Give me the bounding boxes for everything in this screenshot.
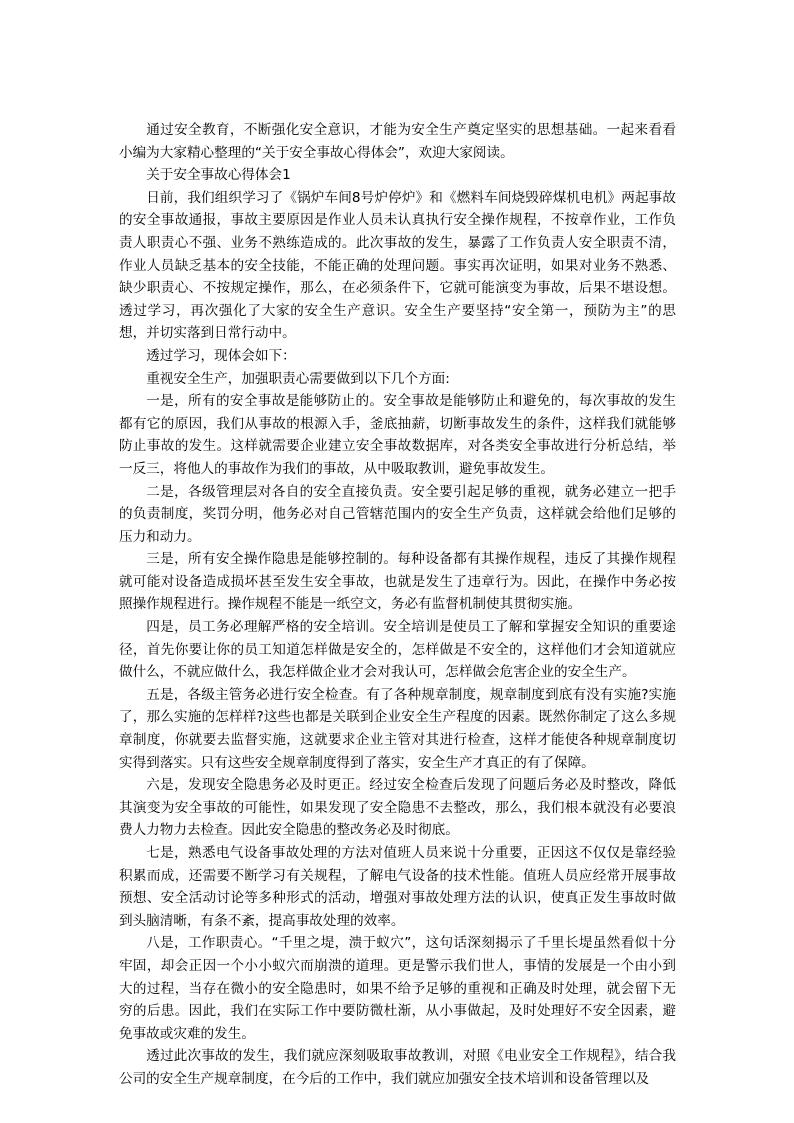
body-paragraph: 透过此次事故的发生，我们就应深刻吸取事故教训，对照《电业安全工作规程》，结合我公司的安全生产规章制度，在今后的工作中，我们就应加强安全技术培训和设备管理以及	[119, 1048, 676, 1087]
body-paragraph: 日前，我们组织学习了《锅炉车间8号炉停炉》和《燃料车间烧毁碎煤机电机》两起事故的安全事故通报，事故主要原因是作业人员未认真执行安全操作规程，不按章作业，工作负责人职责心不强、业务不熟练造成的。此次事故的发生，暴露了工作负责人安全职责不清，作业人员缺乏基本的安全技能，不能正确的处理问题。事实再次证明，如果对业务不熟悉、缺少职责心、不按规定操作，那么，在必须条件下，它就可能演变为事故，后果不堪设想。透过学习，再次强化了大家的安全生产意识。安全生产要坚持“安全第一，预防为主”的思想，并切实落到日常行动中。	[119, 189, 676, 342]
point-paragraph: 六是，发现安全隐患务必及时更正。经过安全检查后发现了问题后务必及时整改，降低其演变为安全事故的可能性，如果发现了安全隐患不去整改，那么，我们根本就没有必要浪费人力物力去检查。因此安全隐患的整改务必及时彻底。	[119, 777, 676, 839]
body-paragraph: 透过学习，现体会如下：	[146, 347, 296, 364]
point-paragraph: 二是，各级管理层对各自的安全直接负责。安全要引起足够的重视，就务必建立一把手的负责制度，奖罚分明，他务必对自己管辖范围内的安全生产负责，这样就会给他们足够的压力和动力。	[119, 483, 676, 545]
point-paragraph: 五是，各级主管务必进行安全检查。有了各种规章制度，规章制度到底有没有实施?实施了，那么实施的怎样样?这些也都是关联到企业安全生产程度的因素。既然你制定了这么多规章制度，你就要去监督实施，这就要求企业主管对其进行检查，这样才能使各种规章制度切实得到落实。只有这些安全规章制度得到了落实，安全生产才真正的有了保障。	[119, 686, 676, 771]
point-paragraph: 三是，所有安全操作隐患是能够控制的。每种设备都有其操作规程，违反了其操作规程就可能对设备造成损坏甚至发生安全事故，也就是发生了违章行为。因此，在操作中务必按照操作规程进行。操作规程不能是一纸空文，务必有监督机制使其贯彻实施。	[119, 551, 676, 613]
document-body	[119, 119, 676, 1091]
point-paragraph: 四是，员工务必理解严格的安全培训。安全培训是使员工了解和掌握安全知识的重要途径，首先你要让你的员工知道怎样做是安全的，怎样做是不安全的，这样他们才会知道就应做什么，不就应做什么，我怎样做企业才会对我认可，怎样做会危害企业的安全生产。	[119, 619, 676, 681]
point-paragraph: 一是，所有的安全事故是能够防止的。安全事故是能够防止和避免的，每次事故的发生都有它的原因，我们从事故的根源入手，釜底抽薪，切断事故发生的条件，这样我们就能够防止事故的发生。这样就需要企业建立安全事故数据库，对各类安全事故进行分析总结，举一反三，将他人的事故作为我们的事故，从中吸取教训，避免事故发生。	[119, 393, 676, 477]
section-title: 关于安全事故心得体会1	[146, 167, 291, 184]
point-paragraph: 八是，工作职责心。“千里之堤，溃于蚁穴”，这句话深刻揭示了千里长堤虽然看似十分牢固，却会正因一个小小蚁穴而崩溃的道理。更是警示我们世人，事情的发展是一个由小到大的过程，当存在微小的安全隐患时，如果不给予足够的重视和正确及时处理，就会留下无穷的后患。因此，我们在实际工作中要防微杜渐，从小事做起，及时处理好不安全因素，避免事故或灾难的发生。	[119, 935, 676, 1042]
body-paragraph: 重视安全生产，加强职责心需要做到以下几个方面:	[146, 370, 450, 387]
point-paragraph: 七是，熟悉电气设备事故处理的方法对值班人员来说十分重要，正因这不仅仅是靠经验积累而成，还需要不断学习有关规程，了解电气设备的技术性能。值班人员应经常开展事故预想、安全活动讨论等多种形式的活动，增强对事故处理方法的认识，使真正发生事故时做到头脑清晰，有条不紊，提高事故处理的效率。	[119, 845, 676, 929]
intro-paragraph: 通过安全教育，不断强化安全意识，才能为安全生产奠定坚实的思想基础。一起来看看小编为大家精心整理的“关于安全事故心得体会”，欢迎大家阅读。	[119, 122, 676, 161]
